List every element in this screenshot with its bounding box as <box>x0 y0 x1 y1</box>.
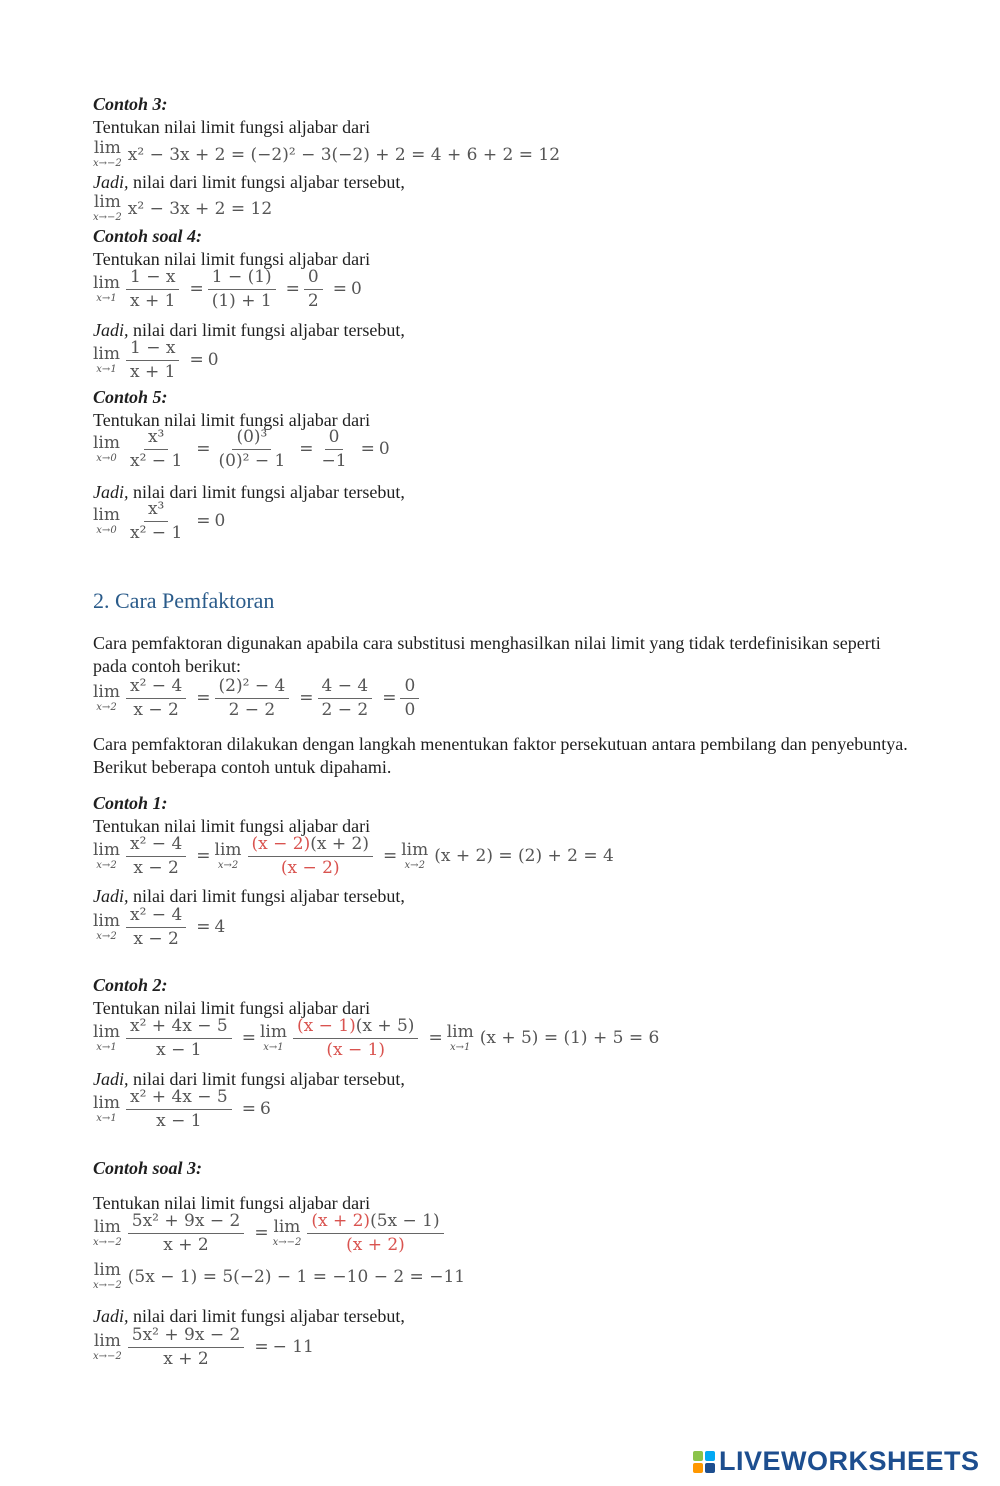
pemfaktoran-intro: Cara pemfaktoran digunakan apabila cara substitusi menghasilkan nilai limit yang tidak terdefinisikan seperti pada contoh berikut: <box>93 633 881 676</box>
contoh-soal-4-intro: Tentukan nilai limit fungsi aljabar dari <box>93 249 371 269</box>
contoh-soal-4-equation: lim x→1 $\frac{1 - x}{x + 1}$ = $\frac{1 - (1)}{(1) + 1}$ = $\frac{0}{2}$ = 0 <box>93 267 362 311</box>
contoh-5-jadi: Jadi, nilai dari limit fungsi aljabar tersebut, <box>93 482 405 502</box>
contoh-3-result: lim x→−2 x² − 3x + 2 = 12 <box>93 192 273 223</box>
liveworksheets-logo[interactable] <box>693 1446 980 1477</box>
contoh-3-equation: lim x→−2 x² − 3x + 2 = (−2)² − 3(−2) + 2 = 4 + 6 + 2 = 12 <box>93 138 561 169</box>
s2-contoh-soal-3-jadi: Jadi, nilai dari limit fungsi aljabar tersebut, <box>93 1306 405 1326</box>
s2-contoh-2-equation: lim x→1 $\frac{\text{x² + 4x − 5}}{x - 1}$ = lim x→1 $\frac{(x - 1)(x + 5)}{(x - 1)}$ = lim x→1 (x + 5) = (1) + 5 = 6 <box>93 1016 660 1060</box>
contoh-3-jadi: Jadi, nilai dari limit fungsi aljabar tersebut, <box>93 172 405 192</box>
s2-contoh-2-jadi: Jadi, nilai dari limit fungsi aljabar tersebut, <box>93 1069 405 1089</box>
undefined-limit-equation: lim x→2 $\frac{\text{x² − 4}}{x - 2}$ = $\frac{\text{(2)² − 4}}{2 - 2}$ = $\frac{4 - 4}{2 - 2}$ = $\frac{0}{0}$ <box>93 677 425 719</box>
section-heading: 2. Cara Pemfaktoran <box>93 588 275 613</box>
s2-contoh-1-intro: Tentukan nilai limit fungsi aljabar dari <box>93 816 371 836</box>
contoh-3-label: Contoh 3: <box>93 94 168 114</box>
contoh-soal-4-jadi: Jadi, nilai dari limit fungsi aljabar tersebut, <box>93 320 405 340</box>
brand-name: LIVEWORKSHEETS <box>719 1446 980 1476</box>
contoh-soal-4-result: lim x→1 $\frac{1 - x}{x + 1}$ = 0 <box>93 338 219 382</box>
s2-contoh-soal-3-equation: lim x→−2 $\frac{\text{5x² + 9x − 2}}{x + 2}$ = lim x→−2 (x + 2)(5x − 1) (x + 2) <box>93 1212 450 1254</box>
s2-contoh-2-label: Contoh 2: <box>93 975 168 995</box>
contoh-soal-4-label: Contoh soal 4: <box>93 226 203 246</box>
contoh-5-label: Contoh 5: <box>93 387 168 407</box>
s2-contoh-soal-3-result: lim x→−2 $\frac{\text{5x² + 9x − 2}}{x + 2}$ = − 11 <box>93 1325 314 1369</box>
s2-contoh-soal-3-label: Contoh soal 3: <box>93 1158 203 1178</box>
s2-contoh-soal-3-intro: Tentukan nilai limit fungsi aljabar dari <box>93 1193 371 1213</box>
s2-contoh-1-result: lim x→2 $\frac{\text{x² − 4}}{x - 2}$ = 4 <box>93 905 226 949</box>
s2-contoh-1-label: Contoh 1: <box>93 793 168 813</box>
s2-contoh-2-result: lim x→1 $\frac{\text{x² + 4x − 5}}{x - 1}$ = 6 <box>93 1087 271 1131</box>
contoh-3-intro: Tentukan nilai limit fungsi aljabar dari <box>93 117 371 137</box>
contoh-5-result: lim x→0 $\frac{\text{x³}}{\text{x² − 1}}$ = 0 <box>93 499 226 543</box>
liveworksheets-logo-icon <box>693 1451 715 1473</box>
contoh-5-equation: lim x→0 $\frac{\text{x³}}{\text{x² − 1}}$ = $\frac{\text{(0)³}}{\text{(0)² − 1}}$ = $\frac{0}{-1}$ = 0 <box>93 427 390 471</box>
s2-contoh-1-jadi: Jadi, nilai dari limit fungsi aljabar tersebut, <box>93 886 405 906</box>
contoh-5-intro: Tentukan nilai limit fungsi aljabar dari <box>93 410 371 430</box>
s2-contoh-1-equation: lim x→2 $\frac{\text{x² − 4}}{x - 2}$ = lim x→2 $\frac{(x - 2)(x + 2)}{(x - 2)}$ = lim x→2 (x + 2) = (2) + 2 = 4 <box>93 834 614 878</box>
s2-contoh-2-intro: Tentukan nilai limit fungsi aljabar dari <box>93 998 371 1018</box>
s2-contoh-soal-3-step: lim x→−2 (5x − 1) = 5(−2) − 1 = −10 − 2 = −11 <box>93 1260 466 1291</box>
pemfaktoran-explanation: Cara pemfaktoran dilakukan dengan langkah menentukan faktor persekutuan antara pembilang dan penyebuntya. Berikut beberapa contoh untuk dipahami. <box>93 734 908 777</box>
